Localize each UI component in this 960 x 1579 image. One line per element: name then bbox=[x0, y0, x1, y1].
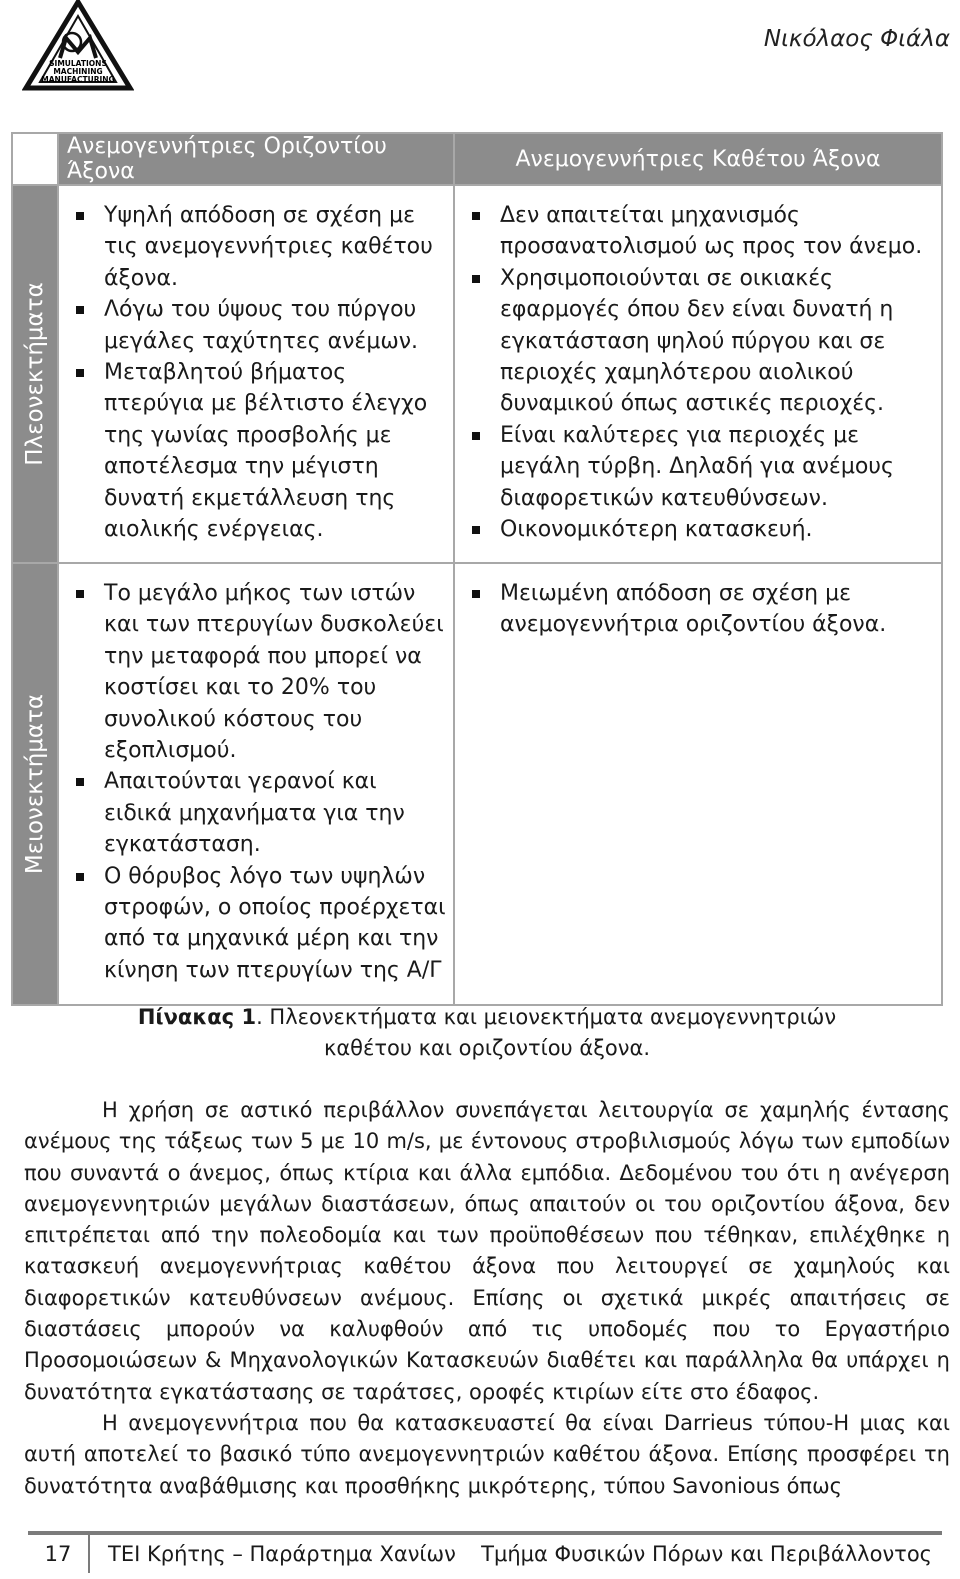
page-number: 17 bbox=[28, 1535, 90, 1573]
col-header-vertical: Ανεμογεννήτριες Καθέτου Άξονα bbox=[454, 133, 942, 185]
advantages-vertical-list bbox=[455, 186, 941, 555]
caption-label: Πίνακας 1 bbox=[137, 1005, 257, 1029]
disadvantages-horizontal-list bbox=[59, 564, 453, 996]
list-item: Είναι καλύτερες για περιοχές με μεγάλη τύρβη. Δηλαδή για ανέμους διαφορετικών κατευθύνσεων. bbox=[455, 420, 935, 514]
footer-institution: ΤΕΙ Κρήτης – Παράρτημα Χανίων bbox=[108, 1542, 456, 1566]
logo-triangle-icon bbox=[22, 0, 134, 92]
disadvantages-vertical-list bbox=[455, 564, 941, 651]
advantages-horizontal-cell bbox=[58, 185, 454, 563]
table-row-disadvantages bbox=[12, 563, 942, 1005]
table-header-row bbox=[12, 133, 942, 185]
disadvantages-horizontal-cell bbox=[58, 563, 454, 1005]
col-header-horizontal: Ανεμογεννήτριες Οριζοντίου Άξονα bbox=[58, 133, 454, 185]
row-label-advantages: Πλεονεκτήματα bbox=[22, 282, 48, 466]
disadvantages-vertical-cell bbox=[454, 563, 942, 1005]
list-item: Απαιτούνται γερανοί και ειδικά μηχανήματα για την εγκατάσταση. bbox=[59, 766, 447, 860]
row-label-cell bbox=[12, 185, 58, 563]
body-text bbox=[24, 1095, 950, 1502]
advantages-horizontal-list bbox=[59, 186, 453, 555]
list-item: Υψηλή απόδοση σε σχέση με τις ανεμογεννήτριες καθέτου άξονα. bbox=[59, 200, 447, 294]
list-item: Λόγω του ύψους του πύργου μεγάλες ταχύτητες ανέμων. bbox=[59, 294, 447, 357]
table-row-advantages bbox=[12, 185, 942, 563]
logo-text-line-2: MACHINING bbox=[53, 67, 103, 76]
paragraph: Η ανεμογεννήτρια που θα κατασκευαστεί θα είναι Darrieus τύπου-Η μιας και αυτή αποτελεί το βασικό τύπο ανεμογεννητριών καθέτου άξονα. Επίσης προσφέρει τη δυνατότητα αναβάθμισης και προσθήκης μικρότερης, τύπου Savonious όπως bbox=[24, 1410, 950, 1498]
footer-department: Τμήμα Φυσικών Πόρων και Περιβάλλοντος bbox=[481, 1542, 932, 1566]
logo-text-line-1: SIMULATIONS bbox=[49, 59, 107, 68]
list-item: Μεταβλητού βήματος πτερύγια με βέλτιστο έλεγχο της γωνίας προσβολής με αποτέλεσμα την μέγιστη δυνατή εκμετάλλευση της αιολικής ενέργειας. bbox=[59, 357, 447, 545]
list-item: Το μεγάλο μήκος των ιστών και των πτερυγίων δυσκολεύει την μεταφορά που μπορεί να κοστίσει και το 20% του συνολικού κόστους του εξοπλισμού. bbox=[59, 578, 447, 766]
list-item: Χρησιμοποιούνται σε οικιακές εφαρμογές όπου δεν είναι δυνατή η εγκατάσταση ψηλού πύργου και σε περιοχές χαμηλότερου αιολικού δυναμικού όπως αστικές περιοχές. bbox=[455, 263, 935, 420]
list-item: Οικονομικότερη κατασκευή. bbox=[455, 514, 935, 545]
ssm-logo bbox=[22, 0, 134, 92]
table-corner-cell bbox=[12, 133, 58, 185]
list-item: Δεν απαιτείται μηχανισμός προσανατολισμού ως προς τον άνεμο. bbox=[455, 200, 935, 263]
paragraph: Η χρήση σε αστικό περιβάλλον συνεπάγεται λειτουργία σε χαμηλής έντασης ανέμους της τάξεως των 5 με 10 m/s, με έντονους στροβιλισμούς λόγω των εμποδίων που συναντά ο άνεμος, όπως κτίρια και άλλα εμπόδια. Δεδομένου του ότι η ανέγερση ανεμογεννητριών μεγάλων διαστάσεων, όπως απαιτούν οι του οριζοντίου άξονα, δεν επιτρέπεται από την πολεοδομία και των προϋποθέσεων που τέθηκαν, επιλέχθηκε η κατασκευή ανεμογεννήτριας καθέτου άξονα που λειτουργεί σε χαμηλούς και διαφορετικών κατευθύνσεων ανέμους. Επίσης οι σχετικά μικρές απαιτήσεις σε διαστάσεις μπορούν να καλυφθούν από τις υποδομές που το Εργαστήριο Προσομοιώσεων & Μηχανολογικών Κατασκευών διαθέτει και παράλληλα θα υπάρχει η δυνατότητα εγκατάστασης σε ταράτσες, οροφές κτιρίων είτε στο έδαφος. bbox=[24, 1098, 950, 1404]
logo-text-line-3: MANUFACTURING bbox=[41, 75, 115, 84]
advantages-vertical-cell bbox=[454, 185, 942, 563]
list-item: Μειωμένη απόδοση σε σχέση με ανεμογεννήτρια οριζοντίου άξονα. bbox=[455, 578, 935, 641]
author-name: Νικόλαος Φιάλα bbox=[763, 26, 950, 52]
comparison-table bbox=[11, 132, 943, 1006]
row-label-cell bbox=[12, 563, 58, 1005]
page-footer bbox=[28, 1535, 942, 1573]
list-item: Ο θόρυβος λόγο των υψηλών στροφών, ο οποίος προέρχεται από τα μηχανικά μέρη και την κίνηση των πτερυγίων της Α/Γ bbox=[59, 861, 447, 987]
caption-text: . Πλεονεκτήματα και μειονεκτήματα ανεμογεννητριών καθέτου και οριζοντίου άξονα. bbox=[256, 1005, 837, 1060]
row-label-disadvantages: Μειονεκτήματα bbox=[22, 693, 48, 875]
table-caption bbox=[100, 1002, 874, 1064]
